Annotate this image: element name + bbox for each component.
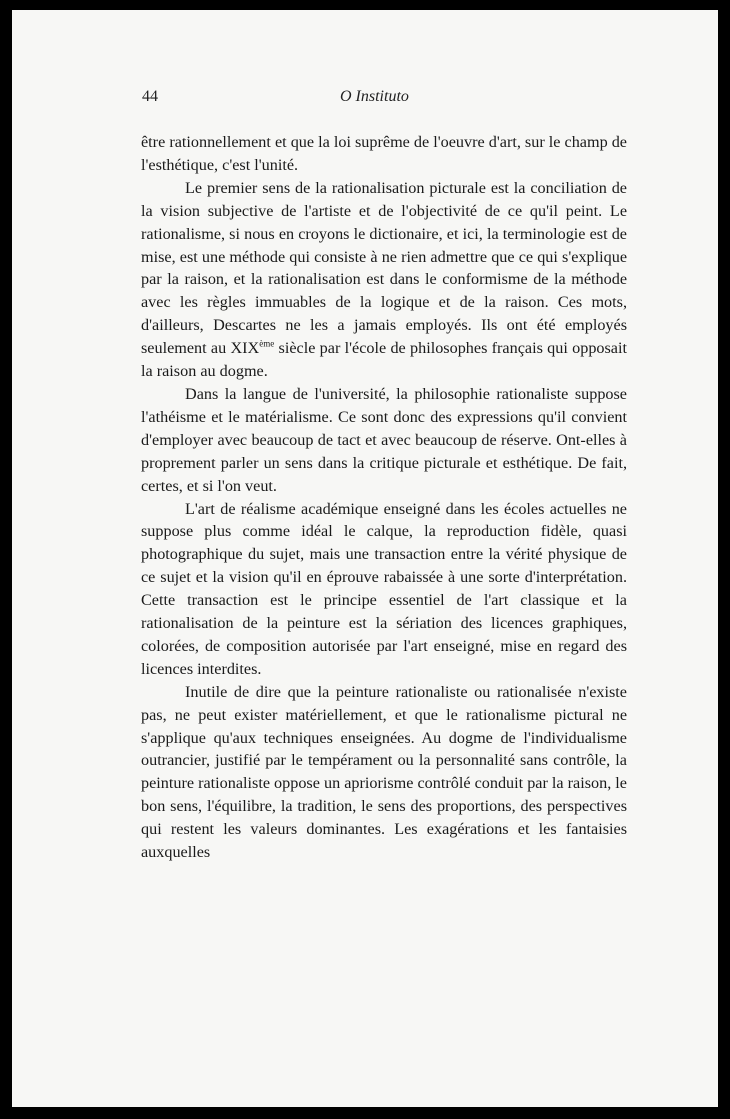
book-page <box>12 10 718 1107</box>
paragraph-5: Inutile de dire que la peinture rationaliste ou rationalisée n'existe pas, ne peut exister matériellement, et que le rationalisme pictural ne s'applique qu'aux techniques enseignées. Au dogme de l'individualisme outrancier, justifié par le tempérament ou la personnalité sans contrôle, la peinture rationaliste oppose un apriorisme contrôlé conduit par la raison, le bon sens, l'équilibre, la tradition, le sens des proportions, des perspectives qui restent les valeurs dominantes. Les exagérations et les fantaisies auxquelles <box>141 682 627 862</box>
page-number: 44 <box>142 88 158 105</box>
superscript-eme: ème <box>259 338 275 349</box>
journal-title: O Instituto <box>340 88 409 105</box>
paragraph-2-text: Le premier sens de la rationalisation picturale est la conciliation de la vision subjective de l'artiste et de l'objectivité de ce qu'il peint. Le rationalisme, si nous en croyons le dictionaire, et ici, la terminologie est de mise, est une méthode qui consiste à ne rien admettre que ce qui s'explique par la raison, et la rationalisation est dans le conformisme de la méthode avec les règles immuables de la logique et de la raison. Ces mots, d'ailleurs, Descartes ne les a jamais employés. Ils ont été employés seulement au XIX <box>141 178 627 358</box>
paragraph-2-text-after: siècle par l'école de philosophes français qui opposait la raison au dogme. <box>141 339 627 381</box>
paragraph-4: L'art de réalisme académique enseigné dans les écoles actuelles ne suppose plus comme idéal le calque, la reproduction fidèle, quasi photographique du sujet, mais une transaction entre la vérité physique de ce sujet et la vision qu'il en éprouve rabaissée à une sorte d'interprétation. Cette transaction est le principe essentiel de l'art classique et la rationalisation de la peinture est la sériation des licences graphiques, colorées, de composition autorisée par l'art enseigné, mise en regard des licences interdites. <box>141 499 627 678</box>
paragraph-3: Dans la langue de l'université, la philosophie rationaliste suppose l'athéisme et le matérialisme. Ce sont donc des expressions qu'il convient d'employer avec beaucoup de tact et avec beaucoup de réserve. Ont-elles à proprement parler un sens dans la critique picturale et esthétique. De fait, certes, et si l'on veut. <box>141 384 627 495</box>
body-text <box>141 131 627 864</box>
paragraph-2 <box>141 177 627 383</box>
paragraph-1: être rationnellement et que la loi suprême de l'oeuvre d'art, sur le champ de l'esthétique, c'est l'unité. <box>141 133 627 174</box>
running-head <box>142 88 632 108</box>
